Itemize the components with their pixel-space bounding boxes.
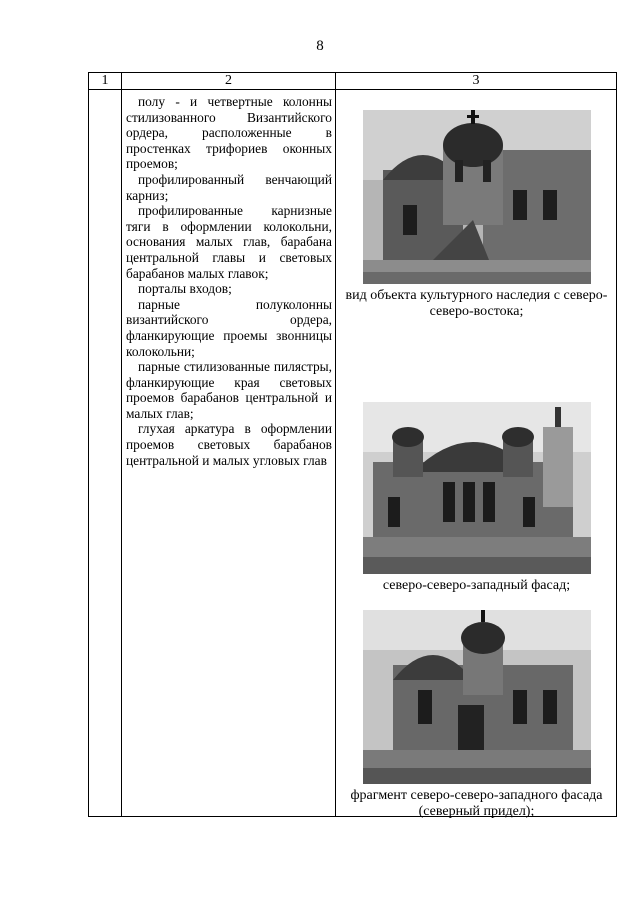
page-number: 8	[316, 38, 324, 54]
photos-cell	[336, 90, 617, 817]
description-cell	[122, 90, 336, 817]
element-list	[122, 90, 335, 468]
church-photo-north-chapel	[363, 610, 591, 784]
list-item: глухая аркатура в оформлении проемов световых барабанов центральной и малых угловых глав	[126, 421, 332, 468]
header-col-3: 3	[336, 73, 617, 90]
header-col-2: 2	[122, 73, 336, 90]
photo-block	[336, 402, 617, 594]
list-item: полу - и четвертные колонны стилизованного Византийского ордера, расположенные в простенках трифориев оконных проемов;	[126, 94, 332, 172]
list-item: парные стилизованные пилястры, фланкирующие края световых проемов барабанов центральной и малых глав;	[126, 359, 332, 421]
header-row	[89, 73, 617, 90]
header-col-1: 1	[89, 73, 122, 90]
body-row	[89, 90, 617, 817]
photo-block	[336, 610, 617, 820]
number-cell	[89, 90, 122, 817]
list-item: профилированные карнизные тяги в оформлении колокольни, основания малых глав, барабана центральной главы и световых барабанов малых главок;	[126, 203, 332, 281]
list-item: порталы входов;	[138, 281, 232, 297]
church-photo-nnw-facade	[363, 402, 591, 574]
photo-caption: вид объекта культурного наследия с северо-северо-востока;	[345, 288, 608, 319]
photo-block	[336, 110, 617, 320]
list-item: парные полуколонны византийского ордера, фланкирующие проемы звонницы колокольни;	[126, 296, 332, 359]
photo-caption: северо-северо-западный фасад;	[382, 578, 571, 593]
photo-caption: фрагмент северо-северо-западного фасада (северный придел);	[350, 788, 603, 819]
list-item: профилированный венчающий карниз;	[126, 171, 332, 203]
church-photo-nne	[363, 110, 591, 284]
heritage-table	[88, 72, 617, 817]
